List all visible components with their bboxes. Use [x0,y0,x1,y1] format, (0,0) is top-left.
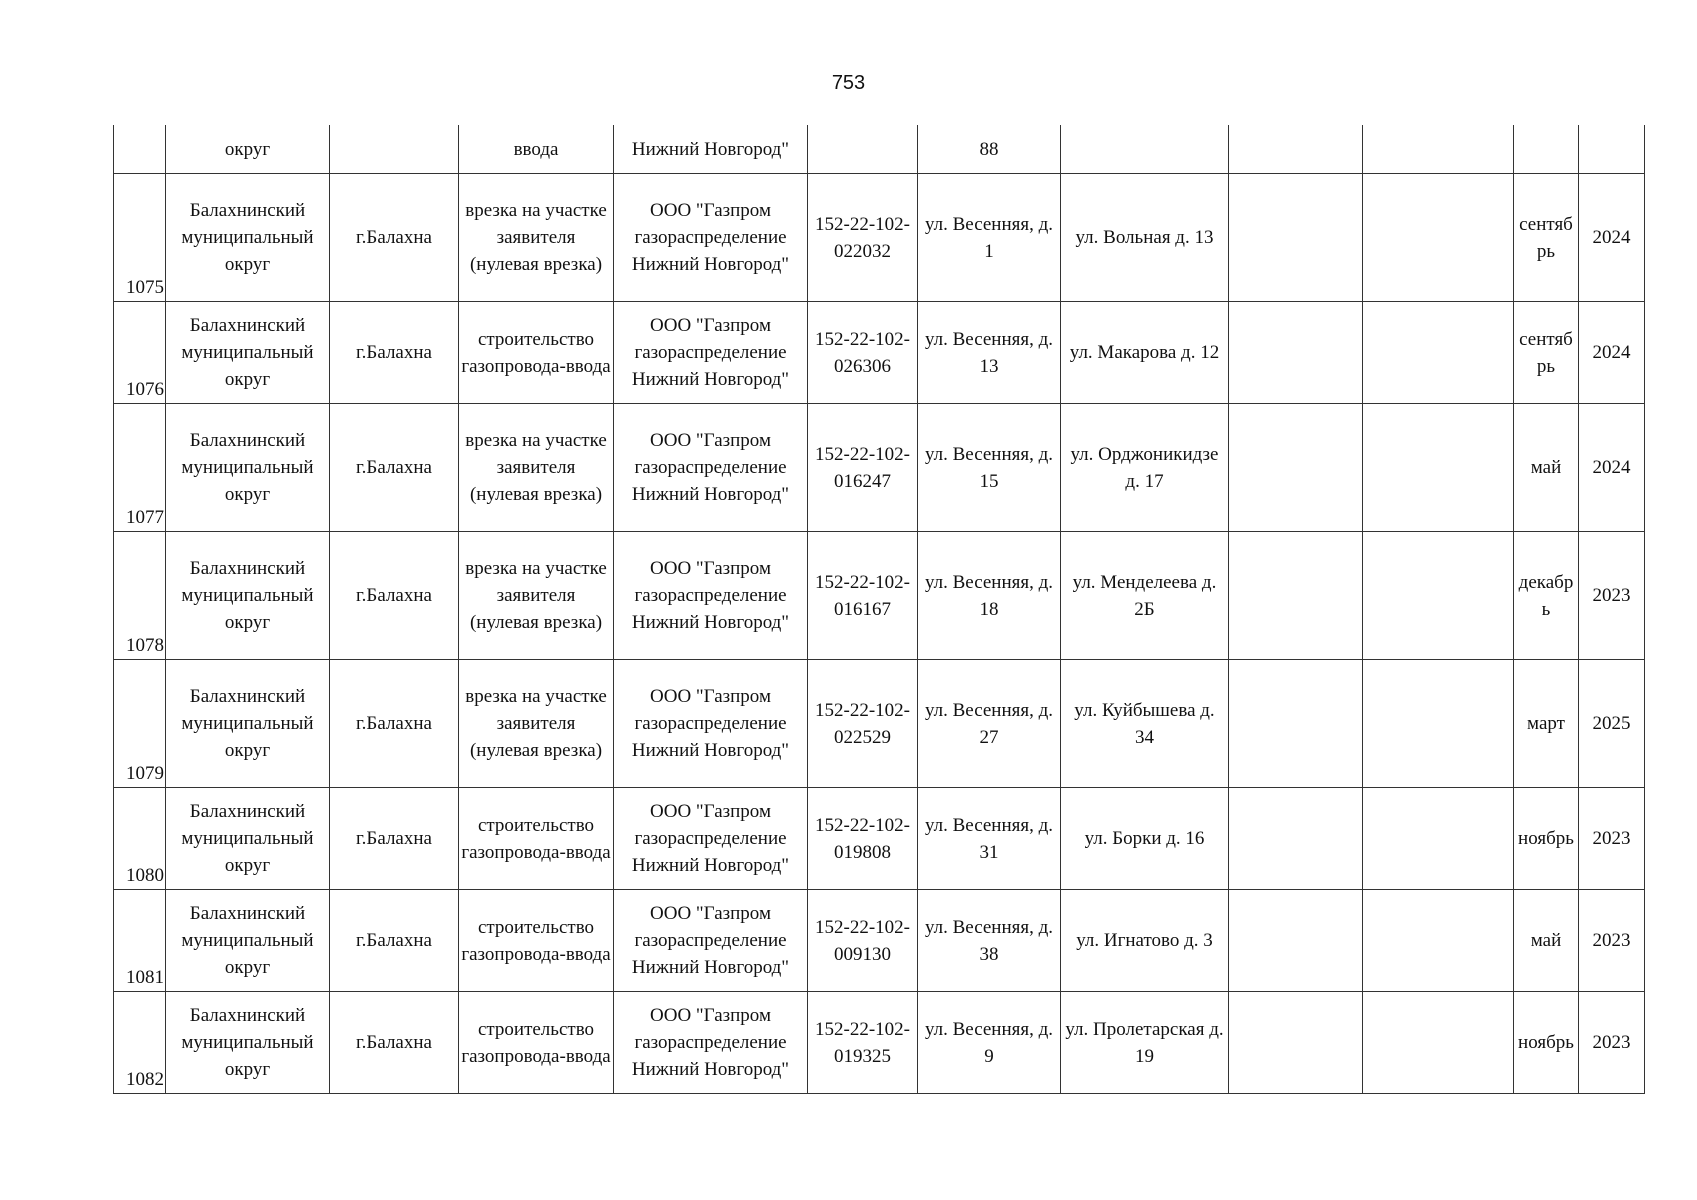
cell-address2: ул. Куйбышева д. 34 [1061,660,1229,788]
cell-code: 152-22-102-016247 [808,404,918,532]
cell-address2: ул. Игнатово д. 3 [1061,890,1229,992]
cell-year: 2023 [1579,890,1645,992]
cell-month: сентябрь [1514,174,1579,302]
cell-address: ул. Весенняя, д. 1 [918,174,1061,302]
cell-district: Балахнинский муниципальный округ [166,302,330,404]
cell-address: ул. Весенняя, д. 31 [918,788,1061,890]
cell-district: Балахнинский муниципальный округ [166,890,330,992]
cell-district: Балахнинский муниципальный округ [166,174,330,302]
cell-year: 2024 [1579,404,1645,532]
cell-district: Балахнинский муниципальный округ [166,788,330,890]
cell-empty [1363,302,1514,404]
cell-num: 1081 [114,890,166,992]
continuation-row [114,125,1645,174]
cell-code: 152-22-102-019808 [808,788,918,890]
cell-empty [1363,890,1514,992]
cell-city: г.Балахна [330,660,459,788]
cell-org: ООО "Газпром газораспределение Нижний Новгород" [614,302,808,404]
table-row [114,788,1645,890]
cell-empty [1229,890,1363,992]
gas-connection-table [113,125,1645,1094]
cell-work: строительство газопровода-ввода [459,992,614,1094]
cell-city: г.Балахна [330,302,459,404]
cell-empty [1363,992,1514,1094]
cell-address2 [1061,125,1229,174]
cell-address: ул. Весенняя, д. 38 [918,890,1061,992]
cell-code: 152-22-102-022529 [808,660,918,788]
cell-month: май [1514,404,1579,532]
cell-empty [1363,125,1514,174]
cell-city: г.Балахна [330,788,459,890]
cell-org: ООО "Газпром газораспределение Нижний Новгород" [614,532,808,660]
cell-empty [1229,302,1363,404]
cell-address: ул. Весенняя, д. 27 [918,660,1061,788]
cell-num: 1079 [114,660,166,788]
cell-empty [1229,125,1363,174]
cell-district: Балахнинский муниципальный округ [166,660,330,788]
page-number: 753 [831,72,866,94]
cell-empty [1363,404,1514,532]
cell-org: ООО "Газпром газораспределение Нижний Новгород" [614,174,808,302]
cell-month [1514,125,1579,174]
cell-year [1579,125,1645,174]
cell-work: врезка на участке заявителя (нулевая врезка) [459,660,614,788]
cell-year: 2025 [1579,660,1645,788]
cell-address2: ул. Макарова д. 12 [1061,302,1229,404]
cell-work: ввода [459,125,614,174]
cell-empty [1229,660,1363,788]
cell-year: 2024 [1579,302,1645,404]
cell-num: 1080 [114,788,166,890]
cell-district: Балахнинский муниципальный округ [166,404,330,532]
table-row [114,532,1645,660]
cell-district: Балахнинский муниципальный округ [166,532,330,660]
cell-empty [1363,660,1514,788]
cell-org: ООО "Газпром газораспределение Нижний Новгород" [614,890,808,992]
cell-empty [1363,788,1514,890]
cell-year: 2023 [1579,532,1645,660]
cell-district: Балахнинский муниципальный округ [166,992,330,1094]
cell-empty [1363,532,1514,660]
cell-empty [1229,532,1363,660]
cell-address2: ул. Вольная д. 13 [1061,174,1229,302]
cell-address2: ул. Менделеева д. 2Б [1061,532,1229,660]
cell-month: декабрь [1514,532,1579,660]
table-row [114,890,1645,992]
cell-city [330,125,459,174]
cell-num: 1082 [114,992,166,1094]
cell-month: март [1514,660,1579,788]
cell-address2: ул. Орджоникидзе д. 17 [1061,404,1229,532]
cell-work: строительство газопровода-ввода [459,302,614,404]
cell-address: ул. Весенняя, д. 13 [918,302,1061,404]
cell-empty [1363,174,1514,302]
cell-city: г.Балахна [330,174,459,302]
cell-code: 152-22-102-026306 [808,302,918,404]
cell-org: Нижний Новгород" [614,125,808,174]
cell-empty [1229,174,1363,302]
cell-month: май [1514,890,1579,992]
table-row [114,302,1645,404]
cell-org: ООО "Газпром газораспределение Нижний Новгород" [614,992,808,1094]
cell-city: г.Балахна [330,404,459,532]
cell-year: 2024 [1579,174,1645,302]
cell-year: 2023 [1579,992,1645,1094]
cell-num [114,125,166,174]
cell-code [808,125,918,174]
cell-year: 2023 [1579,788,1645,890]
cell-month: сентябрь [1514,302,1579,404]
cell-code: 152-22-102-016167 [808,532,918,660]
cell-code: 152-22-102-019325 [808,992,918,1094]
table-row [114,174,1645,302]
cell-work: строительство газопровода-ввода [459,890,614,992]
cell-num: 1078 [114,532,166,660]
cell-address: ул. Весенняя, д. 15 [918,404,1061,532]
cell-month: ноябрь [1514,788,1579,890]
cell-district: округ [166,125,330,174]
cell-empty [1229,788,1363,890]
cell-city: г.Балахна [330,992,459,1094]
cell-city: г.Балахна [330,532,459,660]
cell-num: 1076 [114,302,166,404]
cell-empty [1229,404,1363,532]
cell-num: 1075 [114,174,166,302]
table-row [114,992,1645,1094]
cell-org: ООО "Газпром газораспределение Нижний Новгород" [614,404,808,532]
cell-address: 88 [918,125,1061,174]
cell-month: ноябрь [1514,992,1579,1094]
table-row [114,660,1645,788]
cell-num: 1077 [114,404,166,532]
cell-code: 152-22-102-022032 [808,174,918,302]
cell-org: ООО "Газпром газораспределение Нижний Новгород" [614,788,808,890]
cell-work: строительство газопровода-ввода [459,788,614,890]
cell-address2: ул. Пролетарская д. 19 [1061,992,1229,1094]
cell-work: врезка на участке заявителя (нулевая врезка) [459,174,614,302]
cell-work: врезка на участке заявителя (нулевая врезка) [459,404,614,532]
cell-work: врезка на участке заявителя (нулевая врезка) [459,532,614,660]
cell-address2: ул. Борки д. 16 [1061,788,1229,890]
cell-code: 152-22-102-009130 [808,890,918,992]
cell-city: г.Балахна [330,890,459,992]
cell-address: ул. Весенняя, д. 18 [918,532,1061,660]
cell-address: ул. Весенняя, д. 9 [918,992,1061,1094]
cell-empty [1229,992,1363,1094]
cell-org: ООО "Газпром газораспределение Нижний Новгород" [614,660,808,788]
table-row [114,404,1645,532]
